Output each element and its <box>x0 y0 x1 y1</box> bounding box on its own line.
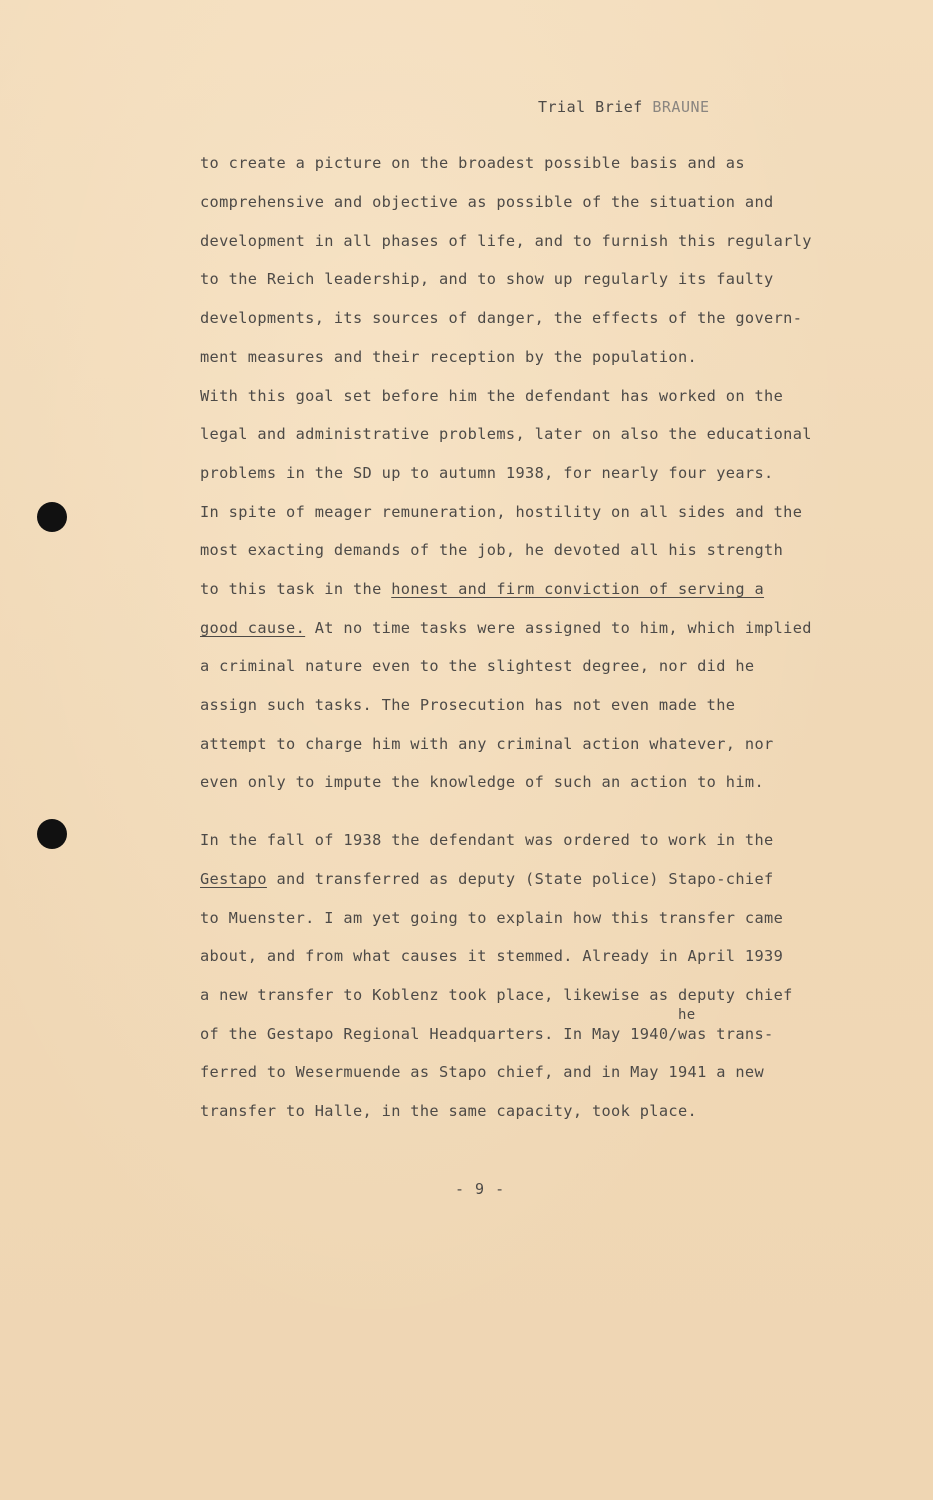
page-header <box>538 98 710 116</box>
text-segment: to this task in the <box>200 580 392 598</box>
underlined-word: Gestapo <box>200 870 267 888</box>
text-line: problems in the SD up to autumn 1938, for nearly four years. <box>200 464 774 482</box>
text-line <box>200 579 764 599</box>
text-line: a criminal nature even to the slightest degree, nor did he <box>200 657 755 675</box>
handwritten-insertion: he <box>678 1007 696 1023</box>
text-line: attempt to charge him with any criminal action whatever, nor <box>200 735 774 753</box>
underlined-phrase: honest and firm conviction of serving a <box>391 580 765 598</box>
text-line: comprehensive and objective as possible of the situation and <box>200 193 774 211</box>
text-line: even only to impute the knowledge of such an action to him. <box>200 773 765 791</box>
punch-hole <box>37 819 67 849</box>
text-line <box>200 869 774 889</box>
text-line: legal and administrative problems, later on also the educational <box>200 425 812 443</box>
text-line: to Muenster. I am yet going to explain how this transfer came <box>200 909 784 927</box>
text-line: In the fall of 1938 the defendant was ordered to work in the <box>200 831 774 849</box>
text-line: With this goal set before him the defendant has worked on the <box>200 387 784 405</box>
text-line: of the Gestapo Regional Headquarters. In May 1940/was trans- <box>200 1025 774 1043</box>
text-line <box>200 618 812 638</box>
text-line: most exacting demands of the job, he devoted all his strength <box>200 541 784 559</box>
text-line: ferred to Wesermuende as Stapo chief, and in May 1941 a new <box>200 1063 765 1081</box>
header-defendant-name: BRAUNE <box>652 98 710 116</box>
text-line: transfer to Halle, in the same capacity, took place. <box>200 1102 698 1120</box>
text-line: to the Reich leadership, and to show up regularly its faulty <box>200 270 774 288</box>
header-prefix: Trial Brief <box>538 98 643 116</box>
text-segment: and transferred as deputy (State police) Stapo-chief <box>266 870 774 888</box>
page-number: - 9 - <box>455 1180 506 1198</box>
text-line: about, and from what causes it stemmed. Already in April 1939 <box>200 947 784 965</box>
text-line: ment measures and their reception by the population. <box>200 348 698 366</box>
text-line: developments, its sources of danger, the effects of the govern- <box>200 309 803 327</box>
text-line: to create a picture on the broadest possible basis and as <box>200 154 745 172</box>
text-line: In spite of meager remuneration, hostility on all sides and the <box>200 503 803 521</box>
punch-hole <box>37 502 67 532</box>
text-line: a new transfer to Koblenz took place, likewise as deputy chief <box>200 986 793 1004</box>
text-line: assign such tasks. The Prosecution has not even made the <box>200 696 736 714</box>
underlined-phrase: good cause. <box>200 619 306 637</box>
text-line: development in all phases of life, and to furnish this regularly <box>200 232 812 250</box>
text-segment: At no time tasks were assigned to him, which implied <box>305 619 812 637</box>
